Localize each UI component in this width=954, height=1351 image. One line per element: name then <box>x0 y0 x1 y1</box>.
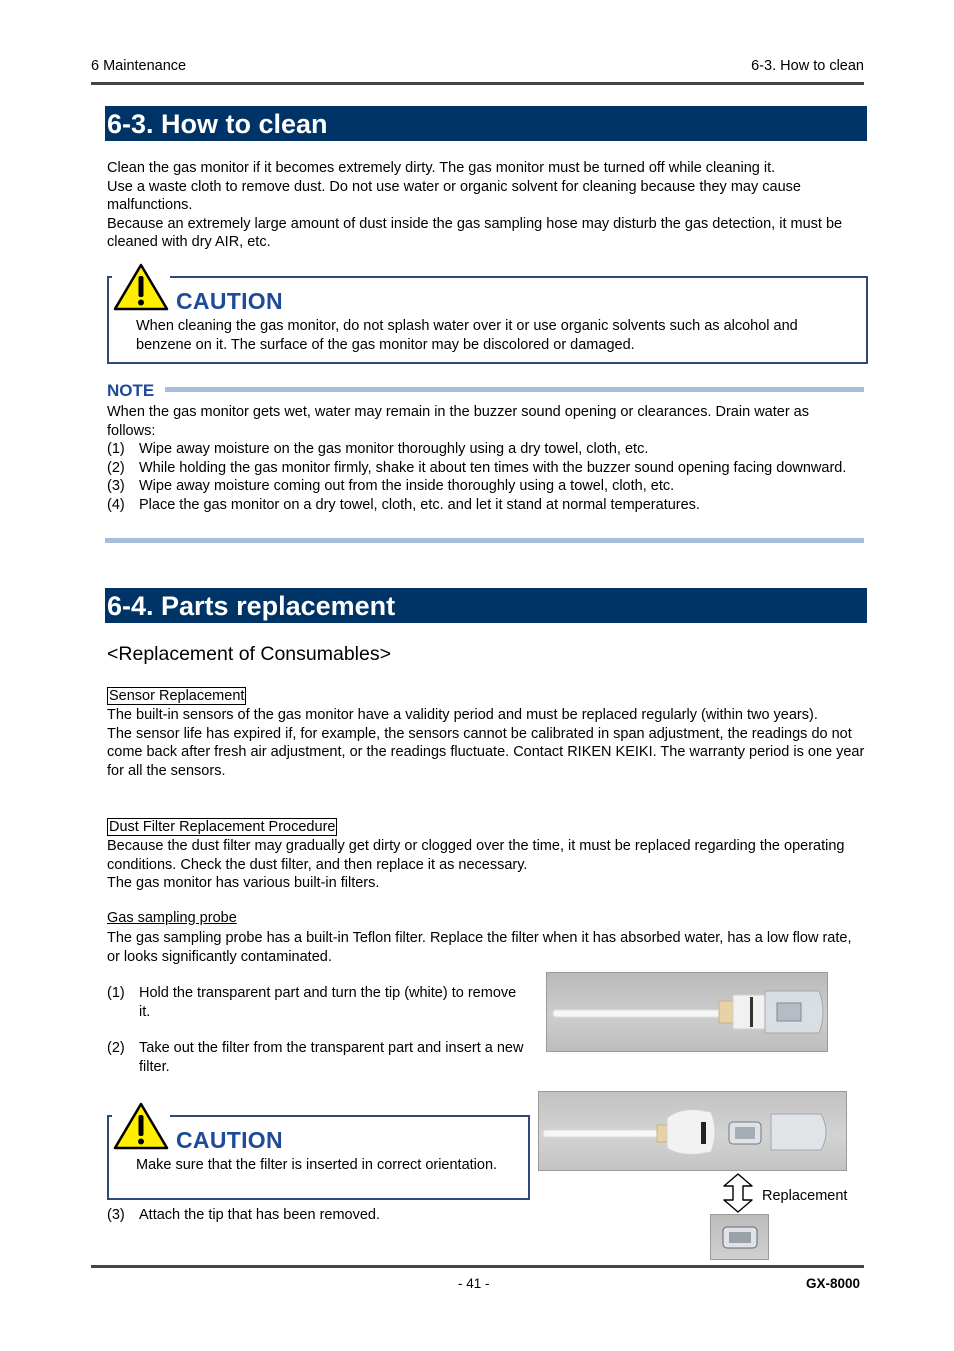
note-intro: When the gas monitor gets wet, water may remain in the buzzer sound opening or clearances. Drain water as follows: <box>107 404 809 439</box>
caution-text: When cleaning the gas monitor, do not splash water over it or use organic solvents such as alcohol and benzene on it. The surface of the gas monitor may be discolored or damaged. <box>136 318 798 353</box>
note-bottom-rule <box>105 538 864 543</box>
sensor-paragraph: The sensor life has expired if, for example, the sensors cannot be calibrated in span adjustment, the readings do not come back after fresh air adjustment, or the readings fluctuate. Contact RIKEN KEIKI. The warranty period is one year for all the sensors. <box>107 725 865 779</box>
clean-paragraph: Use a waste cloth to remove dust. Do not use water or organic solvent for cleaning because they may cause malfunctions. <box>107 178 801 213</box>
dust-paragraph: The gas monitor has various built-in filters. <box>107 875 380 891</box>
list-text: Hold the transparent part and turn the tip (white) to remove it. <box>139 985 517 1020</box>
clean-paragraph: Clean the gas monitor if it becomes extremely dirty. The gas monitor must be turned off while cleaning it. <box>107 160 776 176</box>
list-item <box>107 459 859 478</box>
warning-icon <box>112 1101 170 1151</box>
parts-subtitle: <Replacement of Consumables> <box>107 643 391 665</box>
list-text: Wipe away moisture on the gas monitor thoroughly using a dry towel, cloth, etc. <box>139 441 649 457</box>
replacement-label: Replacement <box>762 1188 848 1204</box>
list-item <box>107 440 859 459</box>
probe-step-3 <box>107 1206 525 1225</box>
section-title-parts: 6-4. Parts replacement <box>105 588 867 623</box>
dust-filter-body <box>107 837 867 893</box>
list-text: Attach the tip that has been removed. <box>139 1207 381 1223</box>
list-number: (1) <box>107 441 125 457</box>
caution-title: CAUTION <box>176 288 283 314</box>
list-item <box>107 1206 525 1225</box>
probe-disassembled-photo <box>538 1091 847 1171</box>
dust-filter-heading: Dust Filter Replacement Procedure <box>109 819 336 835</box>
list-number: (1) <box>107 985 125 1001</box>
clean-body <box>107 159 867 252</box>
list-item <box>107 496 859 515</box>
caution-title: CAUTION <box>176 1127 283 1153</box>
double-arrow-icon <box>722 1172 754 1214</box>
list-number: (3) <box>107 478 125 494</box>
header-section: 6-3. How to clean <box>751 58 864 74</box>
list-number: (3) <box>107 1207 125 1223</box>
dust-paragraph: Because the dust filter may gradually get dirty or clogged over the time, it must be replaced regarding the operating conditions. Check the dust filter, and then replace it as necessary. <box>107 838 845 873</box>
note-title: NOTE <box>107 381 155 400</box>
list-number: (2) <box>107 1040 125 1056</box>
list-text: Place the gas monitor on a dry towel, cloth, etc. and let it stand at normal temperatures. <box>139 496 700 513</box>
list-item <box>107 984 525 1021</box>
note-steps <box>107 440 859 514</box>
sensor-paragraph: The built-in sensors of the gas monitor have a validity period and must be replaced regularly (within two years). <box>107 707 818 723</box>
caution-text: Make sure that the filter is inserted in correct orientation. <box>136 1157 498 1173</box>
replacement-filter-photo <box>710 1214 769 1260</box>
page-number: - 41 - <box>458 1276 490 1291</box>
header-chapter: 6 Maintenance <box>91 58 187 74</box>
probe-assembled-photo <box>546 972 828 1052</box>
model-name: GX-8000 <box>805 1276 860 1291</box>
probe-steps <box>107 984 525 1076</box>
section-title-clean: 6-3. How to clean <box>105 106 867 141</box>
clean-paragraph: Because an extremely large amount of dust inside the gas sampling hose may disturb the gas detection, it must be cleaned with dry AIR, etc. <box>107 215 843 250</box>
warning-icon <box>112 262 170 312</box>
list-text: Take out the filter from the transparent part and insert a new filter. <box>139 1040 524 1075</box>
list-number: (4) <box>107 496 125 513</box>
list-item <box>107 477 859 496</box>
list-item <box>107 1039 525 1076</box>
probe-text: The gas sampling probe has a built-in Teflon filter. Replace the filter when it has absorbed water, has a low flow rate, or looks significantly contaminated. <box>107 930 852 965</box>
list-text: While holding the gas monitor firmly, shake it about ten times with the buzzer sound opening facing downward. <box>139 459 847 476</box>
footer-rule <box>91 1265 864 1268</box>
list-number: (2) <box>107 459 125 476</box>
sensor-body <box>107 706 867 780</box>
note-top-rule <box>165 387 864 392</box>
sensor-heading: Sensor Replacement <box>109 688 245 704</box>
header-rule <box>91 82 864 85</box>
list-text: Wipe away moisture coming out from the inside thoroughly using a towel, cloth, etc. <box>139 478 675 494</box>
probe-heading: Gas sampling probe <box>107 910 237 926</box>
